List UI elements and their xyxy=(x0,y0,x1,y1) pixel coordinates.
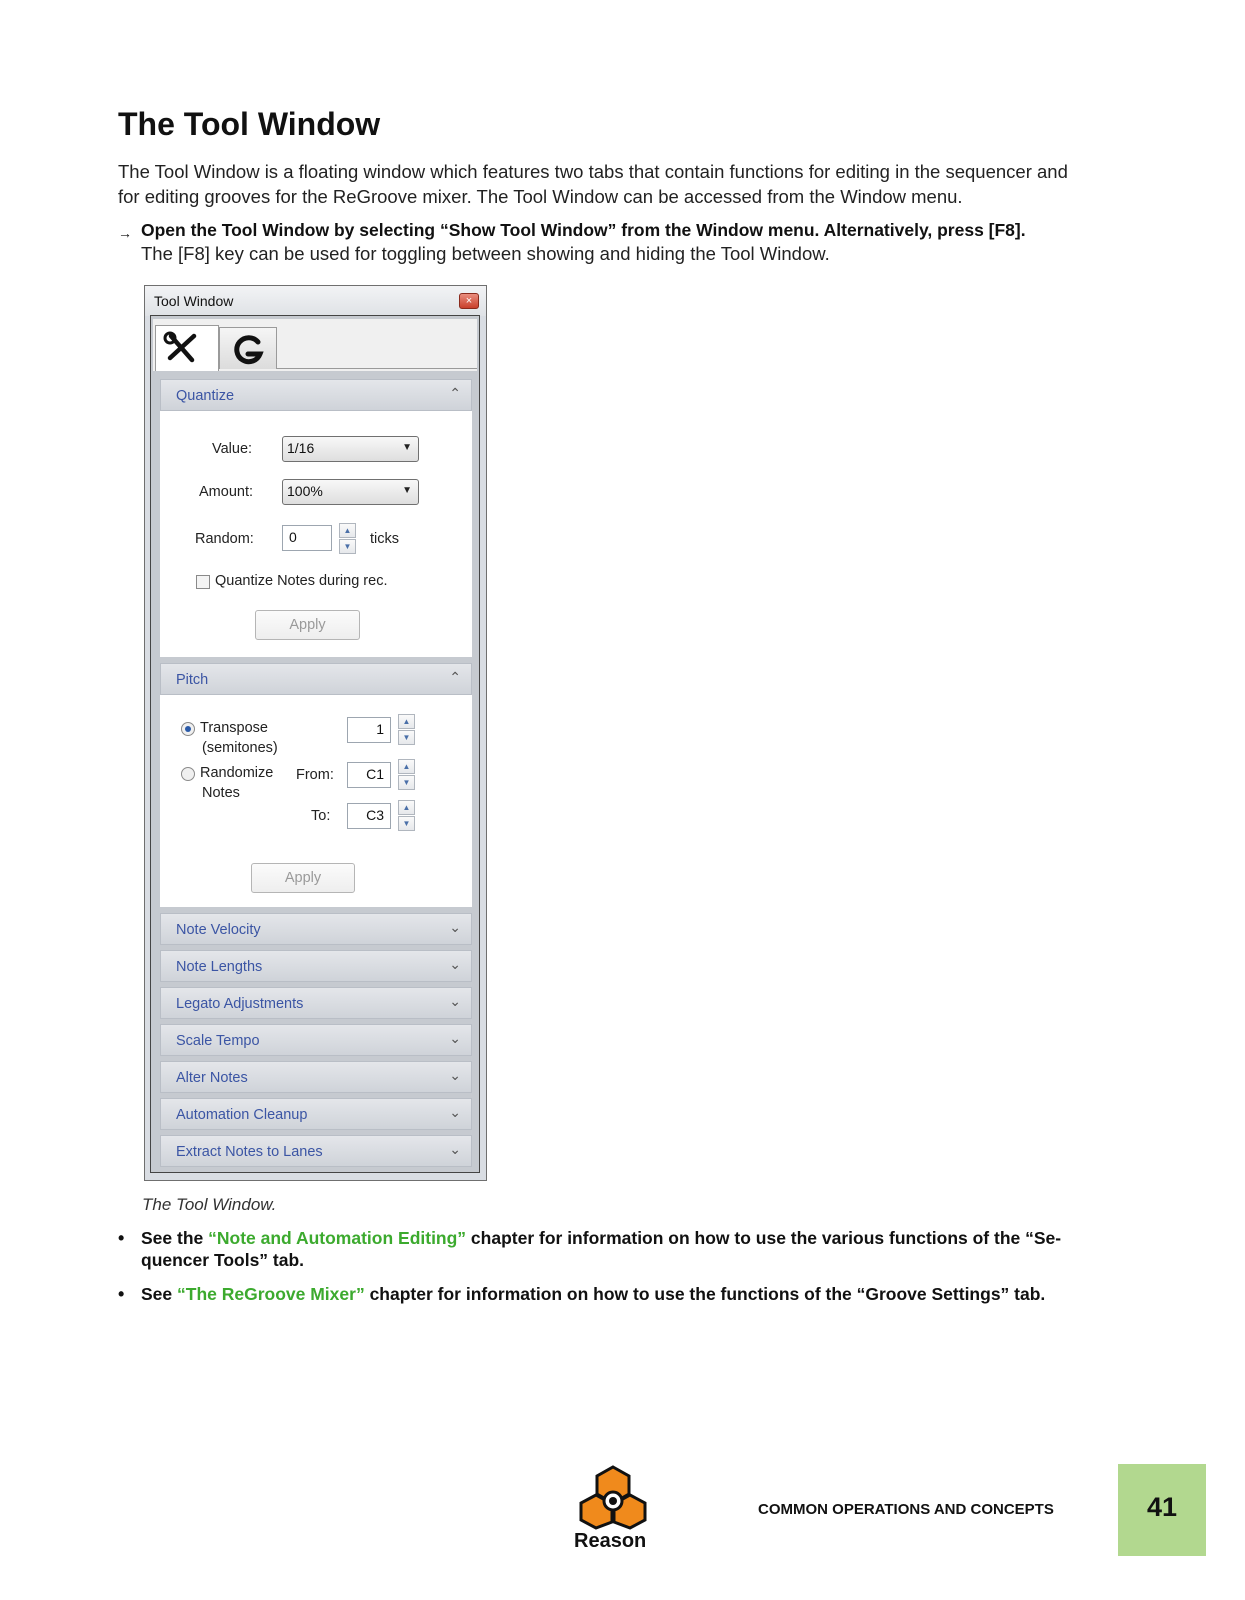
page-number: 41 xyxy=(1146,1492,1178,1522)
collapse-icon[interactable]: ⌃ xyxy=(449,669,461,685)
extract-notes-to-lanes-panel-header[interactable] xyxy=(160,1135,472,1167)
step-instruction: Open the Tool Window by selecting “Show Tool Window” from the Window menu. Alternatively, press [F8]. xyxy=(141,220,1026,240)
quantize-panel-header[interactable] xyxy=(160,379,472,411)
stepper-down-icon[interactable]: ▼ xyxy=(339,539,356,554)
bullet-1-mark: • xyxy=(118,1228,125,1248)
to-input[interactable]: C3 xyxy=(347,803,391,829)
groove-settings-icon xyxy=(220,328,278,370)
stepper-down-icon[interactable]: ▼ xyxy=(398,730,415,745)
quantize-panel-body xyxy=(160,411,472,657)
window-titlebar[interactable] xyxy=(145,286,486,316)
legato-adjustments-panel-header[interactable] xyxy=(160,987,472,1019)
logo-text: Reason xyxy=(574,1530,647,1552)
panel-title: Note Velocity xyxy=(176,922,261,938)
expand-icon[interactable]: ⌄ xyxy=(449,1067,461,1083)
reason-logo-icon xyxy=(578,1465,648,1530)
expand-icon[interactable]: ⌄ xyxy=(449,993,461,1009)
expand-icon[interactable]: ⌄ xyxy=(449,1141,461,1157)
sequencer-tools-icon xyxy=(156,326,220,370)
value-select-text: 1/16 xyxy=(287,440,315,456)
random-input[interactable]: 0 xyxy=(282,525,332,551)
panel-title: Scale Tempo xyxy=(176,1033,260,1049)
from-input[interactable]: C1 xyxy=(347,762,391,788)
expand-icon[interactable]: ⌄ xyxy=(449,956,461,972)
transpose-unit-label: (semitones) xyxy=(202,740,278,756)
transpose-stepper[interactable] xyxy=(398,714,415,746)
expand-icon[interactable]: ⌄ xyxy=(449,919,461,935)
quantize-during-rec-checkbox[interactable] xyxy=(196,575,210,589)
dropdown-arrow-icon: ▼ xyxy=(402,485,412,496)
pitch-panel-body xyxy=(160,695,472,907)
panel-title: Note Lengths xyxy=(176,959,263,975)
expand-icon[interactable]: ⌄ xyxy=(449,1104,461,1120)
chapter-title: COMMON OPERATIONS AND CONCEPTS xyxy=(758,1501,1054,1518)
randomize-label: Randomize xyxy=(200,765,274,781)
panel-title: Extract Notes to Lanes xyxy=(176,1144,323,1160)
bullet-2-text xyxy=(141,1283,1121,1305)
value-label: Value: xyxy=(212,441,253,457)
note-lengths-panel-header[interactable] xyxy=(160,950,472,982)
stepper-up-icon[interactable]: ▲ xyxy=(339,523,356,538)
tool-window xyxy=(144,285,487,1181)
intro-line-2: for editing grooves for the ReGroove mixer. The Tool Window can be accessed from the Window menu. xyxy=(118,186,963,207)
page-number-box xyxy=(1118,1464,1206,1556)
stepper-up-icon[interactable]: ▲ xyxy=(398,759,415,774)
quantize-during-rec-label: Quantize Notes during rec. xyxy=(215,573,388,589)
intro-line-1: The Tool Window is a floating window which features two tabs that contain functions for editing in the sequencer and xyxy=(118,161,1068,182)
from-label: From: xyxy=(296,767,334,783)
tab-sequencer-tools[interactable] xyxy=(155,325,219,371)
stepper-down-icon[interactable]: ▼ xyxy=(398,816,415,831)
alter-notes-panel-header[interactable] xyxy=(160,1061,472,1093)
close-button[interactable]: × xyxy=(459,293,479,309)
regroove-mixer-link[interactable]: “The ReGroove Mixer” xyxy=(177,1284,365,1304)
automation-cleanup-panel-header[interactable] xyxy=(160,1098,472,1130)
random-unit: ticks xyxy=(370,531,399,547)
quantize-panel-title: Quantize xyxy=(176,388,235,404)
bullet-2-prefix: See xyxy=(141,1284,177,1304)
panel-title: Automation Cleanup xyxy=(176,1107,308,1123)
transpose-input[interactable]: 1 xyxy=(347,717,391,743)
pitch-apply-button[interactable]: Apply xyxy=(251,863,355,893)
to-stepper[interactable] xyxy=(398,800,415,832)
amount-select-text: 100% xyxy=(287,483,323,499)
value-select[interactable] xyxy=(282,436,419,462)
amount-select[interactable] xyxy=(282,479,419,505)
window-frame xyxy=(150,315,480,1173)
step-note: The [F8] key can be used for toggling between showing and hiding the Tool Window. xyxy=(141,243,830,264)
from-stepper[interactable] xyxy=(398,759,415,791)
pitch-panel-title: Pitch xyxy=(176,672,209,688)
tab-strip xyxy=(153,319,477,371)
pitch-panel-header[interactable] xyxy=(160,663,472,695)
bullet-2-suffix: chapter for information on how to use the functions of the “Groove Settings” tab. xyxy=(364,1284,1046,1304)
tab-divider xyxy=(277,368,477,369)
collapse-icon[interactable]: ⌃ xyxy=(449,385,461,401)
tab-groove-settings[interactable] xyxy=(219,327,277,369)
transpose-label: Transpose xyxy=(200,720,268,736)
page-heading: The Tool Window xyxy=(118,106,381,142)
transpose-radio[interactable] xyxy=(181,722,195,736)
bullet-1-suffix-2: quencer Tools” tab. xyxy=(141,1250,305,1270)
note-velocity-panel-header[interactable] xyxy=(160,913,472,945)
note-automation-editing-link[interactable]: “Note and Automation Editing” xyxy=(208,1228,467,1248)
to-label: To: xyxy=(311,808,331,824)
amount-label: Amount: xyxy=(199,484,253,500)
quantize-apply-button[interactable]: Apply xyxy=(255,610,360,640)
bullet-1-prefix: See the xyxy=(141,1228,209,1248)
panel-title: Alter Notes xyxy=(176,1070,248,1086)
dropdown-arrow-icon: ▼ xyxy=(402,442,412,453)
figure-caption: The Tool Window. xyxy=(142,1195,277,1214)
random-stepper[interactable] xyxy=(339,523,356,555)
randomize-radio[interactable] xyxy=(181,767,195,781)
randomize-notes-label: Notes xyxy=(202,785,240,801)
bullet-1-suffix: chapter for information on how to use the various functions of the “Se- xyxy=(466,1228,1062,1248)
scale-tempo-panel-header[interactable] xyxy=(160,1024,472,1056)
panel-title: Legato Adjustments xyxy=(176,996,304,1012)
bullet-2-mark: • xyxy=(118,1284,125,1304)
window-title: Tool Window xyxy=(154,293,234,309)
stepper-up-icon[interactable]: ▲ xyxy=(398,714,415,729)
bullet-1-text xyxy=(141,1227,1121,1271)
stepper-down-icon[interactable]: ▼ xyxy=(398,775,415,790)
expand-icon[interactable]: ⌄ xyxy=(449,1030,461,1046)
random-label: Random: xyxy=(195,531,254,547)
step-arrow-icon: → xyxy=(118,225,132,241)
stepper-up-icon[interactable]: ▲ xyxy=(398,800,415,815)
